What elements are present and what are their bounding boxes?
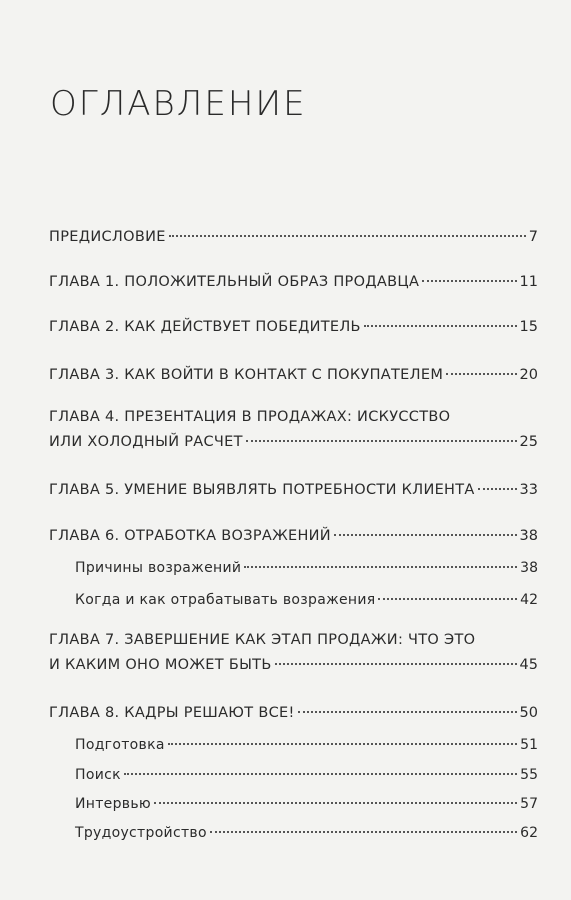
toc-page-number: 55 xyxy=(520,767,538,783)
toc-entry-title: ПРЕДИСЛОВИЕ xyxy=(49,229,166,245)
toc-entry-title: Подготовка xyxy=(75,737,165,753)
toc-entry-title: И КАКИМ ОНО МОЖЕТ БЫТЬ xyxy=(49,657,272,673)
toc-entry-chapter-7[interactable] xyxy=(49,656,538,674)
toc-entry-title-line1: ГЛАВА 7. ЗАВЕРШЕНИЕ КАК ЭТАП ПРОДАЖИ: ЧТО ЭТО xyxy=(49,632,476,648)
toc-entry-chapter-6[interactable] xyxy=(49,527,538,545)
toc-subentry-handling-objections[interactable] xyxy=(75,591,538,609)
toc-entry-title: Когда и как отрабатывать возражения xyxy=(75,592,376,608)
toc-entry-title: Причины возражений xyxy=(75,560,242,576)
dot-leader xyxy=(168,743,517,745)
toc-entry-title: ИЛИ ХОЛОДНЫЙ РАСЧЕТ xyxy=(49,434,243,450)
dot-leader xyxy=(244,566,517,568)
dot-leader xyxy=(246,440,517,442)
toc-entry-title: ГЛАВА 5. УМЕНИЕ ВЫЯВЛЯТЬ ПОТРЕБНОСТИ КЛИЕНТА xyxy=(49,482,475,498)
toc-page-number: 11 xyxy=(519,274,538,290)
dot-leader xyxy=(364,325,517,327)
toc-page-number: 42 xyxy=(520,592,538,608)
toc-entry-title: Интервью xyxy=(75,796,151,812)
toc-entry-chapter-5[interactable] xyxy=(49,481,538,499)
toc-entry-title: ГЛАВА 8. КАДРЫ РЕШАЮТ ВСЕ! xyxy=(49,705,295,721)
dot-leader xyxy=(378,598,517,600)
dot-leader xyxy=(478,488,517,490)
toc-page-number: 57 xyxy=(520,796,538,812)
toc-subentry-preparation[interactable] xyxy=(75,736,538,754)
dot-leader xyxy=(154,802,517,804)
dot-leader xyxy=(422,280,516,282)
toc-entry-title: Поиск xyxy=(75,767,121,783)
toc-entry-title: Трудоустройство xyxy=(75,825,207,841)
toc-subentry-objection-causes[interactable] xyxy=(75,559,538,577)
dot-leader xyxy=(275,663,517,665)
toc-page-number: 38 xyxy=(519,528,538,544)
dot-leader xyxy=(298,711,517,713)
toc-page-number: 38 xyxy=(520,560,538,576)
toc-subentry-employment[interactable] xyxy=(75,824,538,842)
toc-page-number: 25 xyxy=(519,434,538,450)
page-title: ОГЛАВЛЕНИЕ xyxy=(50,84,307,124)
toc-page-number: 15 xyxy=(519,319,538,335)
toc-subentry-interview[interactable] xyxy=(75,795,538,813)
toc-page-number: 50 xyxy=(519,705,538,721)
toc-entry-title: ГЛАВА 3. КАК ВОЙТИ В КОНТАКТ С ПОКУПАТЕЛЕМ xyxy=(49,367,444,383)
dot-leader xyxy=(210,831,517,833)
dot-leader xyxy=(446,373,516,375)
toc-entry-title: ГЛАВА 2. КАК ДЕЙСТВУЕТ ПОБЕДИТЕЛЬ xyxy=(49,319,361,335)
toc-entry-chapter-3[interactable] xyxy=(49,366,538,384)
toc-page-number: 7 xyxy=(528,229,538,245)
dot-leader xyxy=(334,534,517,536)
toc-page-number: 20 xyxy=(519,367,538,383)
toc-page-number: 62 xyxy=(520,825,538,841)
toc-subentry-search[interactable] xyxy=(75,766,538,784)
dot-leader xyxy=(124,773,517,775)
toc-entry-chapter-8[interactable] xyxy=(49,704,538,722)
toc-entry-title-line1: ГЛАВА 4. ПРЕЗЕНТАЦИЯ В ПРОДАЖАХ: ИСКУССТВО xyxy=(49,409,451,425)
toc-entry-preface[interactable] xyxy=(49,228,538,246)
toc-page-number: 33 xyxy=(519,482,538,498)
toc-entry-title: ГЛАВА 1. ПОЛОЖИТЕЛЬНЫЙ ОБРАЗ ПРОДАВЦА xyxy=(49,274,420,290)
dot-leader xyxy=(169,235,526,237)
toc-page-number: 45 xyxy=(519,657,538,673)
toc-entry-chapter-4[interactable] xyxy=(49,433,538,451)
toc-entry-chapter-2[interactable] xyxy=(49,318,538,336)
toc-entry-chapter-1[interactable] xyxy=(49,273,538,291)
toc-page-number: 51 xyxy=(520,737,538,753)
toc-entry-title: ГЛАВА 6. ОТРАБОТКА ВОЗРАЖЕНИЙ xyxy=(49,528,331,544)
